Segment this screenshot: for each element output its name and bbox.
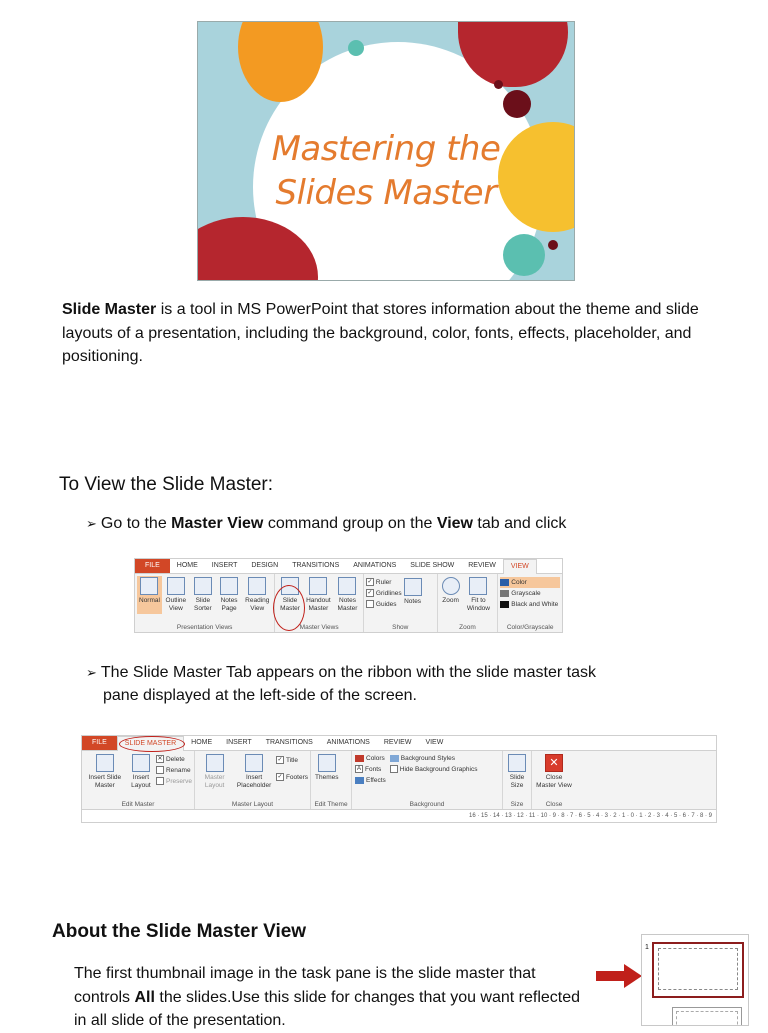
tab-slide-master[interactable]: SLIDE MASTER [117, 736, 184, 751]
about-heading: About the Slide Master View [52, 921, 307, 942]
slide-title-line-2: Slides Master [275, 173, 497, 213]
title-slide-image [198, 22, 574, 280]
insert-layout-label: Insert Layout [131, 774, 151, 789]
normal-button[interactable] [137, 576, 162, 614]
tab-home[interactable]: HOME [176, 562, 198, 569]
color-button[interactable] [500, 577, 560, 588]
ruler-label: Ruler [375, 579, 392, 586]
black-and-white-label: Black and White [511, 601, 559, 608]
tab-file[interactable]: FILE [82, 736, 117, 750]
slide-master-highlight-circle [273, 585, 305, 631]
title-checkbox[interactable] [276, 755, 308, 766]
bullet-1-text: Go to the [100, 515, 172, 532]
maroon-dot-small [494, 80, 503, 89]
group-label-edit-theme: Edit Theme [314, 801, 348, 808]
hide-background-graphics-label: Hide Background Graphics [399, 766, 478, 773]
insert-slide-master-button[interactable] [84, 753, 126, 791]
group-label-background: Background [409, 801, 445, 808]
about-paragraph [74, 962, 594, 1033]
effects-button[interactable] [355, 775, 386, 786]
title-label: Title [285, 757, 298, 764]
notes-icon [404, 578, 422, 596]
group-label-size: Size [510, 801, 524, 808]
zoom-icon [442, 577, 460, 595]
view-heading: To View the Slide Master: [59, 474, 274, 495]
normal-view-icon [140, 577, 158, 595]
group-close [532, 751, 576, 809]
colors-button[interactable] [355, 753, 386, 764]
group-color-grayscale [498, 574, 562, 632]
fit-to-window-icon [469, 577, 487, 595]
master-layout-label: Master Layout [204, 774, 225, 789]
bullet-1 [86, 512, 566, 535]
preserve-label: Preserve [165, 778, 192, 785]
tab-review[interactable]: REVIEW [468, 562, 496, 569]
bullet-1-text-2: command group on the [263, 515, 437, 532]
thumbnail-number: 1 [645, 944, 649, 951]
tab-transitions[interactable]: TRANSITIONS [265, 739, 313, 746]
group-label-color-grayscale: Color/Grayscale [506, 624, 554, 631]
checkbox-checked-icon: ✓ [367, 579, 373, 586]
slide-master-thumbnail[interactable] [652, 942, 744, 998]
delete-label: Delete [165, 756, 185, 763]
color-icon [500, 579, 509, 586]
red-arrow-icon [596, 964, 642, 988]
delete-icon: ✕ [157, 756, 163, 763]
notes-master-icon [338, 577, 356, 595]
slide-master-ribbon-screenshot [81, 735, 717, 823]
intro-paragraph [62, 298, 752, 369]
slide-sorter-icon [194, 577, 212, 595]
background-styles-icon [390, 755, 399, 762]
themes-icon [318, 754, 336, 772]
teal-blob [503, 234, 545, 276]
checkbox-empty-icon [366, 600, 374, 608]
fonts-label: Fonts [365, 766, 382, 773]
rename-button[interactable] [156, 765, 192, 776]
themes-label: Themes [315, 774, 339, 781]
grayscale-icon [500, 590, 509, 597]
tab-slide-show[interactable]: SLIDE SHOW [410, 562, 455, 569]
bullet-arrow-icon: ➢ [86, 516, 97, 531]
group-label-show: Show [392, 624, 409, 631]
outline-view-button[interactable] [162, 576, 190, 614]
outline-view-label: Outline View [165, 597, 187, 612]
handout-master-label: Handout Master [306, 597, 331, 612]
group-label-master-views: Master Views [299, 624, 339, 631]
effects-icon [355, 777, 364, 784]
tab-view[interactable]: VIEW [503, 559, 537, 574]
insert-placeholder-button[interactable] [232, 753, 276, 791]
themes-button[interactable] [313, 753, 340, 783]
preserve-icon [156, 777, 164, 785]
notes-master-label: Notes Master [337, 597, 358, 612]
horizontal-ruler: 16 · 15 · 14 · 13 · 12 · 11 · 10 · 9 · 8 · 7 · 6 · 5 · 4 · 3 · 2 · 1 · 0 · 1 · 2 · 3 · 4 · 5 · 6 · 7 · 8 · 9 [82, 809, 716, 822]
tab-animations[interactable]: ANIMATIONS [353, 562, 397, 569]
footers-label: Footers [285, 774, 308, 781]
insert-layout-icon [132, 754, 150, 772]
zoom-label: Zoom [442, 597, 459, 604]
layout-thumbnail[interactable] [672, 1007, 742, 1026]
group-edit-theme [311, 751, 352, 809]
about-bold: All [134, 988, 155, 1006]
delete-button[interactable] [156, 754, 192, 765]
hide-background-graphics-checkbox[interactable] [390, 764, 478, 775]
fit-to-window-button[interactable] [462, 576, 496, 614]
ribbon-tabs [135, 559, 562, 574]
teal-dot [348, 40, 364, 56]
bullet-2-line-2: pane displayed at the left-side of the screen. [103, 687, 417, 704]
group-zoom [438, 574, 499, 632]
ruler-checkbox[interactable] [366, 577, 402, 588]
notes-page-label: Notes Page [220, 597, 238, 612]
group-presentation-views [135, 574, 275, 632]
group-label-presentation-views: Presentation Views [176, 624, 233, 631]
bullet-2-line-1: The Slide Master Tab appears on the ribbon with the slide master task [100, 664, 596, 681]
group-label-zoom: Zoom [459, 624, 476, 631]
master-layout-icon [206, 754, 224, 772]
close-icon: ✕ [545, 754, 563, 772]
slide-thumbnail-pane [641, 934, 749, 1026]
group-background [352, 751, 503, 809]
checkbox-checked-icon: ✓ [277, 757, 283, 764]
tab-animations[interactable]: ANIMATIONS [326, 739, 370, 746]
slide-master-label: Slide Master [280, 597, 300, 612]
footers-checkbox[interactable] [276, 772, 308, 783]
grayscale-label: Grayscale [511, 590, 541, 597]
checkbox-checked-icon: ✓ [277, 774, 283, 781]
notes-master-button[interactable] [334, 576, 361, 614]
guides-checkbox[interactable] [366, 599, 402, 610]
tab-home[interactable]: HOME [191, 739, 213, 746]
notes-label: Notes [404, 598, 422, 605]
effects-label: Effects [366, 777, 386, 784]
fit-to-window-label: Fit to Window [466, 597, 490, 612]
group-label-edit-master: Edit Master [121, 801, 155, 808]
slide-size-button[interactable] [505, 753, 529, 791]
reading-view-button[interactable] [242, 576, 272, 614]
bullet-1-bold-2: View [436, 515, 473, 532]
black-and-white-icon [500, 601, 509, 608]
maroon-dot [503, 90, 531, 118]
view-ribbon-screenshot [134, 558, 563, 633]
slide-size-label: Slide Size [509, 774, 525, 789]
insert-slide-master-icon [96, 754, 114, 772]
handout-master-button[interactable] [303, 576, 334, 614]
color-label: Color [511, 579, 527, 586]
checkbox-checked-icon: ✓ [367, 590, 373, 597]
slide-sorter-label: Slide Sorter [194, 597, 212, 612]
intro-term: Slide Master [62, 301, 157, 318]
handout-master-icon [309, 577, 327, 595]
intro-text: is a tool in MS PowerPoint that stores information about the theme and slide layouts of a presentation, including the background, color, fonts, effects, placeholder, and positioning. [62, 301, 699, 365]
outline-view-icon [167, 577, 185, 595]
fonts-button[interactable] [355, 764, 386, 775]
maroon-dot-bottom [548, 240, 558, 250]
checkbox-empty-icon [390, 765, 398, 773]
insert-slide-master-label: Insert Slide Master [88, 774, 122, 789]
background-styles-label: Background Styles [400, 755, 455, 762]
background-styles-button[interactable] [390, 753, 478, 764]
close-master-view-button[interactable] [534, 753, 574, 791]
insert-placeholder-label: Insert Placeholder [236, 774, 272, 789]
group-show [364, 574, 438, 632]
rename-label: Rename [165, 767, 191, 774]
slide-title [198, 127, 574, 215]
rename-icon [156, 766, 164, 774]
colors-icon [355, 755, 364, 762]
group-label-close: Close [545, 801, 563, 808]
black-and-white-button[interactable] [500, 599, 560, 610]
tab-insert[interactable]: INSERT [211, 562, 238, 569]
group-size [503, 751, 532, 809]
master-layout-button[interactable] [197, 753, 232, 791]
tab-file[interactable]: FILE [135, 559, 170, 573]
insert-layout-button[interactable] [126, 753, 156, 791]
bullet-1-bold-1: Master View [171, 515, 264, 532]
notes-page-button[interactable] [216, 576, 242, 614]
close-master-view-label: Close Master View [536, 774, 572, 789]
slide-sorter-button[interactable] [190, 576, 216, 614]
about-text-1: The first thumbnail image in the task pane is the slide master that controls [74, 965, 536, 1006]
bullet-arrow-icon: ➢ [86, 665, 97, 680]
normal-label: Normal [139, 597, 160, 604]
tab-transitions[interactable]: TRANSITIONS [292, 562, 340, 569]
notes-page-icon [220, 577, 238, 595]
slide-master-tab-highlight-circle [119, 736, 185, 752]
preserve-button[interactable] [156, 776, 192, 787]
slide-size-icon [508, 754, 526, 772]
tab-design[interactable]: DESIGN [251, 562, 279, 569]
bullet-2 [86, 661, 686, 707]
zoom-button[interactable] [440, 576, 462, 614]
reading-view-icon [248, 577, 266, 595]
guides-label: Guides [375, 601, 397, 608]
tab-view[interactable]: VIEW [425, 739, 444, 746]
reading-view-label: Reading View [245, 597, 270, 612]
tab-review[interactable]: REVIEW [383, 739, 412, 746]
fonts-icon: A [356, 766, 361, 773]
slide-title-line-1: Mastering the [271, 129, 501, 169]
gridlines-checkbox[interactable] [366, 588, 402, 599]
group-master-layout [195, 751, 311, 809]
about-text-2: the slides.Use this slide for changes that you want reflected in all slide of the presentation. [74, 988, 581, 1029]
gridlines-label: Gridlines [375, 590, 402, 597]
group-label-master-layout: Master Layout [231, 801, 274, 808]
colors-label: Colors [366, 755, 385, 762]
bullet-1-text-3: tab and click [472, 515, 567, 532]
grayscale-button[interactable] [500, 588, 560, 599]
tab-insert[interactable]: INSERT [226, 739, 252, 746]
insert-placeholder-icon [245, 754, 263, 772]
group-edit-master [82, 751, 195, 809]
notes-button[interactable] [402, 577, 424, 610]
